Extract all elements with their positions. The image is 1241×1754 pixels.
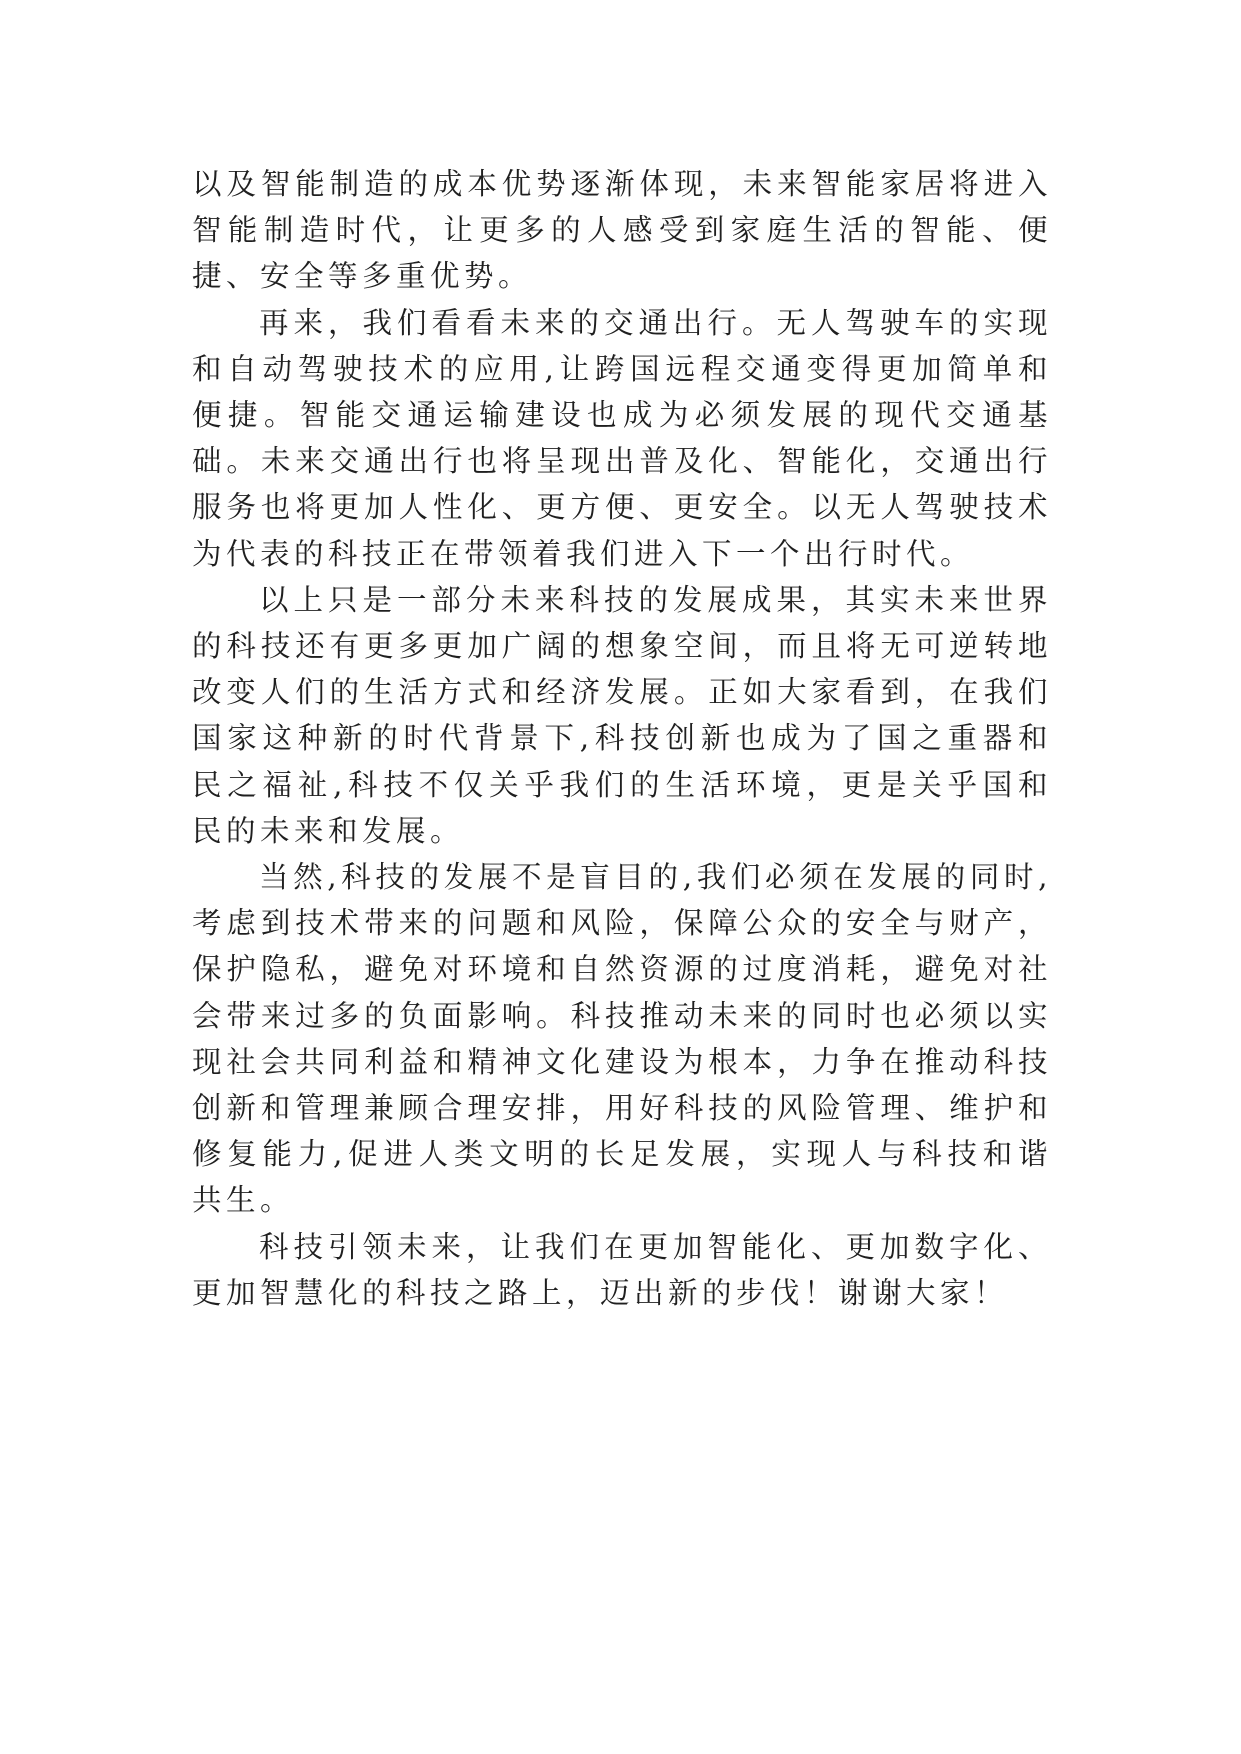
paragraph-2: 再来，我们看看未来的交通出行。无人驾驶车的实现和自动驾驶技术的应用,让跨国远程交通变得更加简单和便捷。智能交通运输建设也成为必须发展的现代交通基础。未来交通出行也将呈现出普及化、智能化，交通出行服务也将更加人性化、更方便、更安全。以无人驾驶技术为代表的科技正在带领着我们进入下一个出行时代。: [192, 305, 1052, 571]
document-body: [192, 161, 1052, 1316]
paragraph-5: 科技引领未来，让我们在更加智能化、更加数字化、更加智慧化的科技之路上，迈出新的步伐！谢谢大家！: [192, 1229, 1052, 1310]
paragraph-4: 当然,科技的发展不是盲目的,我们必须在发展的同时,考虑到技术带来的问题和风险，保障公众的安全与财产，保护隐私，避免对环境和自然资源的过度消耗，避免对社会带来过多的负面影响。科技推动未来的同时也必须以实现社会共同利益和精神文化建设为根本，力争在推动科技创新和管理兼顾合理安排，用好科技的风险管理、维护和修复能力,促进人类文明的长足发展，实现人与科技和谐共生。: [192, 860, 1052, 1218]
paragraph-1: 以及智能制造的成本优势逐渐体现，未来智能家居将进入智能制造时代，让更多的人感受到家庭生活的智能、便捷、安全等多重优势。: [192, 167, 1052, 294]
paragraph-3: 以上只是一部分未来科技的发展成果，其实未来世界的科技还有更多更加广阔的想象空间，而且将无可逆转地改变人们的生活方式和经济发展。正如大家看到，在我们国家这种新的时代背景下,科技创新也成为了国之重器和民之福祉,科技不仅关乎我们的生活环境，更是关乎国和民的未来和发展。: [192, 582, 1052, 848]
